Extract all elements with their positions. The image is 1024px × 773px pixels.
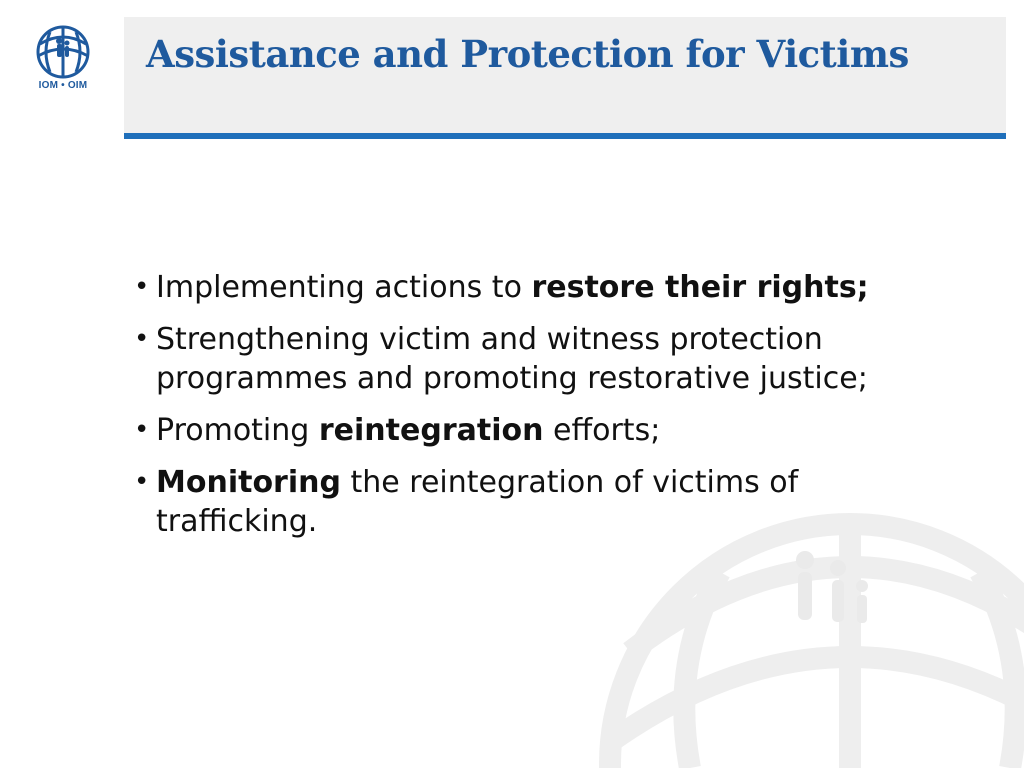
bullet-text: efforts; — [543, 413, 661, 448]
bullet-text: Implementing actions to — [156, 270, 532, 305]
list-item — [134, 268, 954, 307]
bullet-icon: • — [134, 467, 150, 497]
bullet-bold-text: reintegration — [318, 413, 544, 448]
title-underline — [124, 133, 1006, 139]
list-item — [134, 411, 954, 450]
iom-logo — [26, 24, 100, 96]
page-title: Assistance and Protection for Victims — [146, 32, 909, 76]
bullet-list — [134, 268, 954, 554]
list-item — [134, 320, 954, 398]
bullet-bold-text: restore their rights; — [531, 270, 869, 305]
bullet-icon: • — [134, 415, 150, 445]
bullet-text: Promoting — [156, 413, 319, 448]
bullet-text: the reintegration of victims of trafficking. — [156, 465, 799, 539]
bullet-icon: • — [134, 272, 150, 302]
bullet-icon: • — [134, 324, 150, 354]
bullet-text: Strengthening victim and witness protection programmes and promoting restorative justice; — [156, 322, 868, 396]
logo-text: IOM • OIM — [38, 80, 88, 91]
iom-globe-logo-icon — [32, 24, 94, 82]
bullet-bold-text: Monitoring — [156, 465, 341, 500]
list-item — [134, 463, 954, 541]
